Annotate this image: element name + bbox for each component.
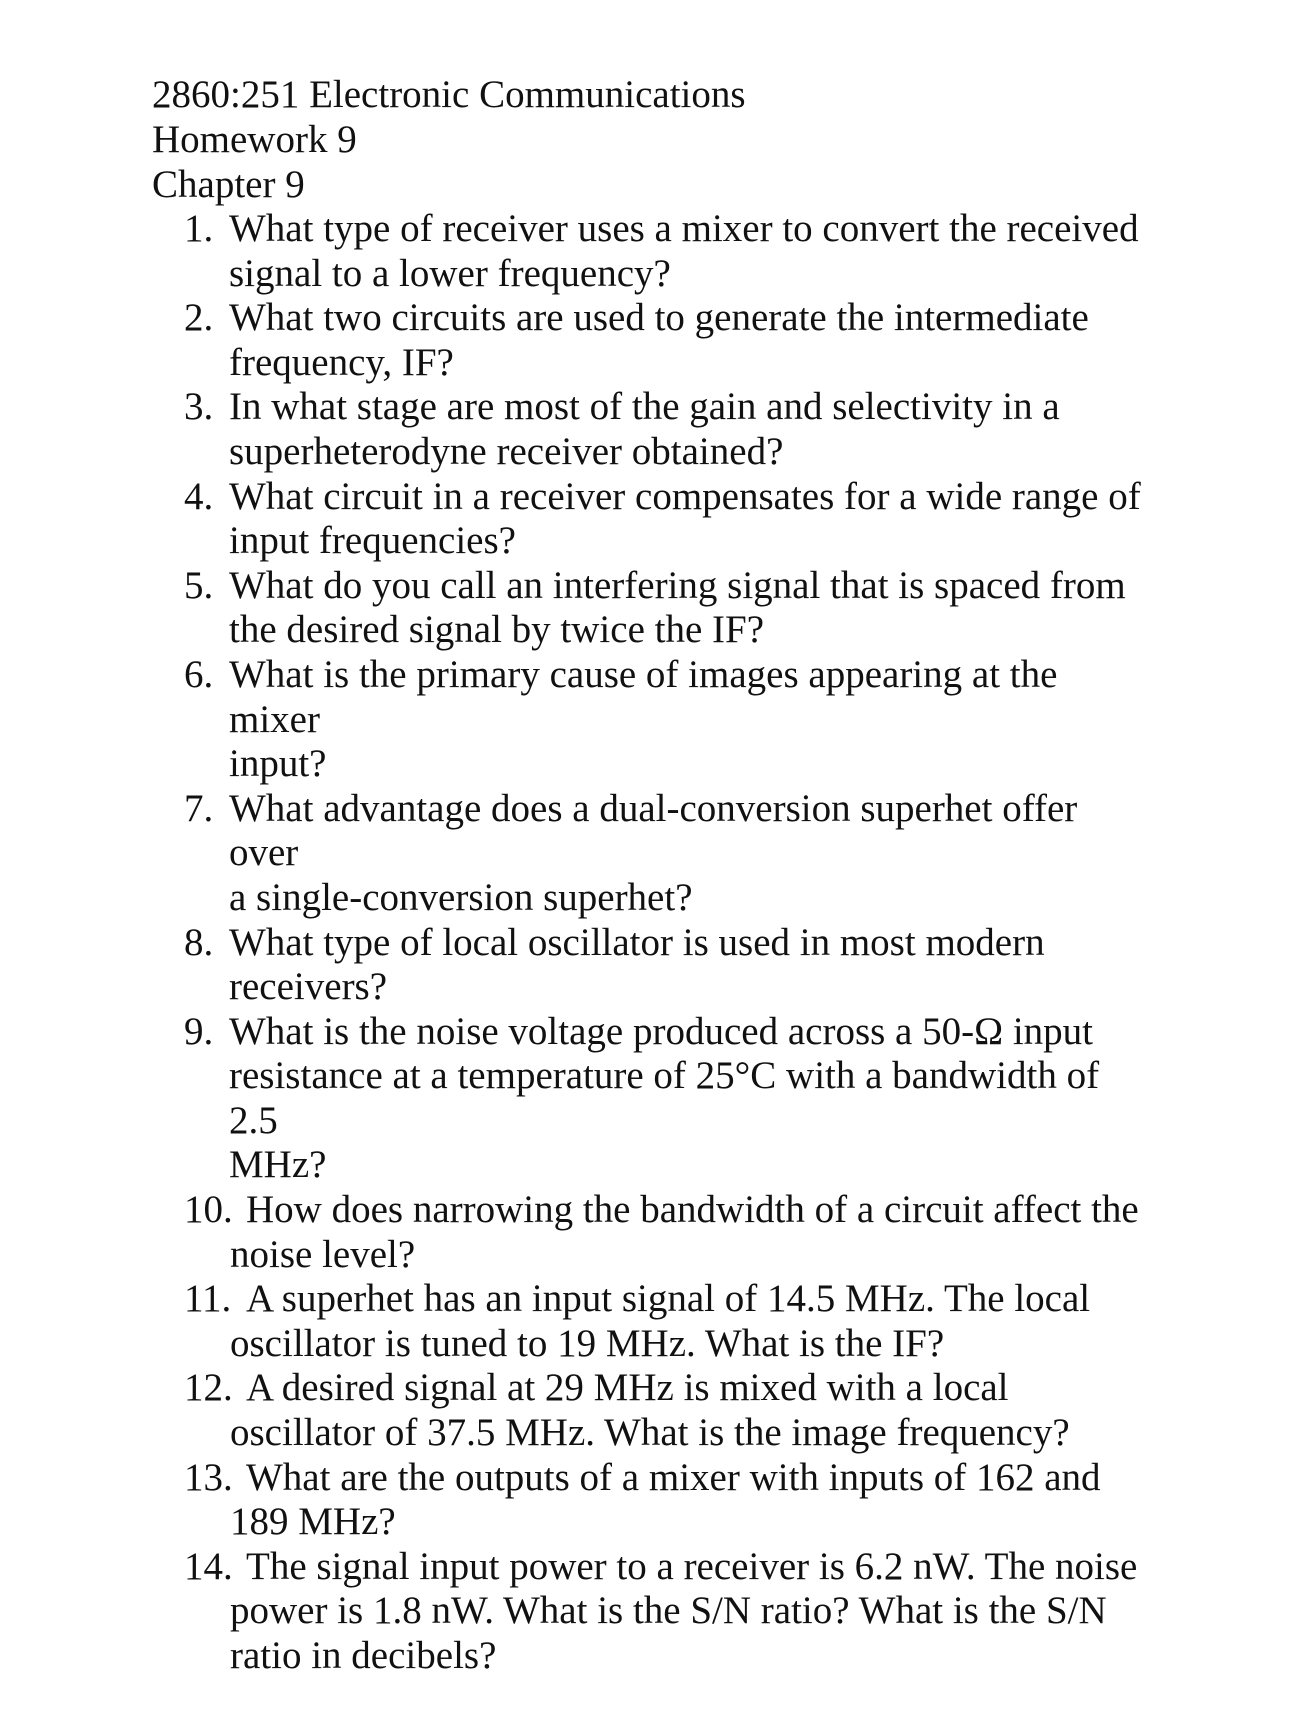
question-number: 1. bbox=[184, 207, 214, 250]
document-header bbox=[152, 72, 746, 207]
question-text bbox=[230, 1188, 1144, 1277]
question-number: 4. bbox=[184, 474, 214, 518]
question-text bbox=[230, 1277, 1144, 1366]
question-line: A superhet has an input signal of 14.5 MHz. The local bbox=[246, 1277, 1091, 1321]
question-item bbox=[184, 296, 1144, 385]
question-line: noise level? bbox=[230, 1232, 416, 1276]
question-line: What type of local oscillator is used in most modern bbox=[229, 920, 1045, 964]
question-line: input? bbox=[229, 742, 327, 786]
question-item bbox=[184, 653, 1144, 787]
question-item bbox=[184, 564, 1144, 653]
question-number: 2. bbox=[184, 296, 214, 340]
question-text bbox=[229, 385, 1144, 474]
question-item bbox=[184, 1188, 1144, 1277]
question-line: oscillator is tuned to 19 MHz. What is the IF? bbox=[230, 1321, 945, 1365]
question-line: power is 1.8 nW. What is the S/N ratio? What is the S/N bbox=[230, 1589, 1107, 1633]
question-number: 14. bbox=[184, 1544, 233, 1588]
question-line: How does narrowing the bandwidth of a circuit affect the bbox=[246, 1188, 1139, 1232]
question-text bbox=[230, 1366, 1144, 1455]
question-number: 10. bbox=[184, 1188, 233, 1232]
question-line: What is the noise voltage produced across a 50-Ω input bbox=[229, 1009, 1093, 1053]
question-line: What advantage does a dual-conversion superhet offer over bbox=[229, 786, 1078, 875]
question-text bbox=[230, 1455, 1144, 1545]
question-line: MHz? bbox=[229, 1143, 327, 1187]
question-text bbox=[229, 787, 1144, 921]
question-text bbox=[229, 564, 1144, 653]
question-list bbox=[184, 207, 1144, 1679]
question-line: The signal input power to a receiver is 6.2 nW. The noise bbox=[246, 1544, 1138, 1588]
question-item bbox=[184, 1366, 1144, 1455]
question-line: What is the primary cause of images appearing at the mixer bbox=[229, 652, 1058, 741]
question-number: 7. bbox=[184, 786, 214, 830]
question-line: superheterodyne receiver obtained? bbox=[229, 429, 784, 473]
question-item bbox=[184, 385, 1144, 474]
chapter-title: Chapter 9 bbox=[152, 163, 305, 206]
question-line: A desired signal at 29 MHz is mixed with a local bbox=[246, 1366, 1009, 1410]
question-number: 13. bbox=[184, 1455, 233, 1499]
question-text bbox=[229, 921, 1144, 1010]
question-line: What are the outputs of a mixer with inputs of 162 and bbox=[246, 1455, 1101, 1499]
question-line: the desired signal by twice the IF? bbox=[229, 608, 765, 652]
question-number: 5. bbox=[184, 563, 214, 607]
question-line: What two circuits are used to generate the intermediate bbox=[229, 296, 1089, 340]
question-line: 189 MHz? bbox=[230, 1500, 396, 1544]
course-title: 2860:251 Electronic Communications bbox=[152, 73, 746, 116]
question-number: 9. bbox=[184, 1009, 214, 1053]
question-line: a single-conversion superhet? bbox=[229, 875, 693, 919]
question-number: 11. bbox=[184, 1277, 232, 1321]
question-line: input frequencies? bbox=[229, 519, 516, 563]
question-text bbox=[229, 1010, 1144, 1188]
question-item bbox=[184, 921, 1144, 1010]
question-line: What do you call an interfering signal that is spaced from bbox=[229, 563, 1126, 607]
question-line: What type of receiver uses a mixer to convert the received bbox=[229, 207, 1139, 250]
question-line: frequency, IF? bbox=[229, 340, 454, 384]
question-item bbox=[184, 787, 1144, 921]
question-line: signal to a lower frequency? bbox=[229, 251, 671, 295]
question-item bbox=[184, 1456, 1144, 1545]
question-number: 12. bbox=[184, 1366, 233, 1410]
question-line: ratio in decibels? bbox=[230, 1634, 497, 1677]
question-item bbox=[184, 1545, 1144, 1679]
question-text bbox=[229, 296, 1144, 385]
question-number: 6. bbox=[184, 652, 214, 696]
question-text bbox=[229, 207, 1144, 296]
question-item bbox=[184, 207, 1144, 296]
question-item bbox=[184, 1277, 1144, 1366]
question-text bbox=[229, 653, 1144, 787]
question-text bbox=[229, 475, 1144, 564]
question-line: What circuit in a receiver compensates for a wide range of bbox=[229, 474, 1141, 518]
question-line: oscillator of 37.5 MHz. What is the image frequency? bbox=[230, 1411, 1070, 1455]
question-number: 3. bbox=[184, 385, 214, 429]
question-number: 8. bbox=[184, 920, 214, 964]
question-line: In what stage are most of the gain and selectivity in a bbox=[229, 385, 1060, 429]
homework-title: Homework 9 bbox=[152, 118, 357, 161]
question-item bbox=[184, 1010, 1144, 1188]
question-text bbox=[230, 1544, 1144, 1679]
question-item bbox=[184, 475, 1144, 564]
question-line: resistance at a temperature of 25°C with a bandwidth of 2.5 bbox=[229, 1054, 1100, 1142]
question-line: receivers? bbox=[229, 965, 388, 1009]
